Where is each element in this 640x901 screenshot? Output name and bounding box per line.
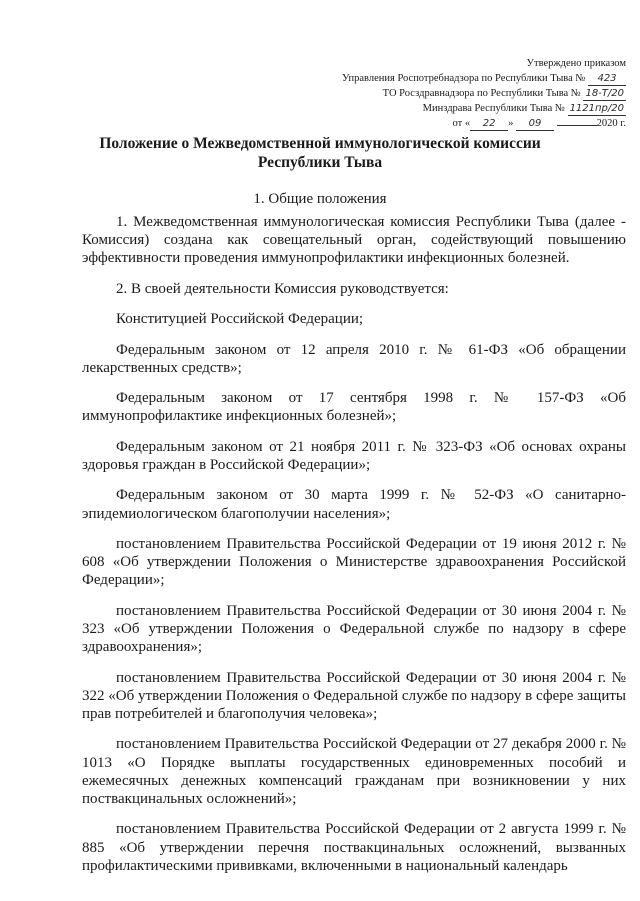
approval-heading: Утверждено приказом [526, 58, 626, 69]
approval-line-3 [206, 86, 626, 101]
paragraph-9: постановлением Правительства Российской Федерации от 30 июня 2004 г. № 323 «Об утверждении Положения о Федеральной службе по надзору в сфере здравоохранения»; [82, 602, 626, 656]
paragraph-1: 1. Межведомственная иммунологическая комиссия Республики Тыва (далее - Комиссия) создана как совещательный орган, содействующий повышению эффективности проведения иммунопрофилактики инфекционных болезней. [82, 214, 626, 267]
paragraph-6: Федеральным законом от 21 ноября 2011 г. № 323-ФЗ «Об основах охраны здоровья граждан в Российской Федерации»; [82, 438, 626, 473]
paragraph-12: постановлением Правительства Российской Федерации от 2 августа 1999 г. № 885 «Об утверждении перечня поствакцинальных осложнений, вызванных профилактическими прививками, включенными в национальный календарь [82, 821, 626, 874]
paragraph-11: постановлением Правительства Российской Федерации от 27 декабря 2000 г. № 1013 «О Порядке выплаты государственных единовременных пособий и ежемесячных денежных компенсаций гражданам при возникновении у них поствакцинальных осложнений»; [82, 736, 626, 807]
document-body [82, 213, 626, 875]
approval-roszdravnadzor: ТО Росздравнадзора по Республики Тыва № [382, 88, 581, 99]
approval-line-4 [206, 101, 626, 116]
paragraph-8: постановлением Правительства Российской Федерации от 19 июня 2012 г. № 608 «Об утверждении Положения о Министерстве здравоохранения Российской Федерации»; [82, 535, 626, 589]
approval-rospotrebnadzor-number: 423 [588, 73, 626, 86]
approval-date-prefix: от « [452, 118, 471, 129]
approval-rospotrebnadzor: Управления Роспотребнадзора по Республики Тыва № [341, 73, 586, 84]
approval-date-blank [557, 125, 597, 126]
paragraph-2: 2. В своей деятельности Комиссия руководствуется: [116, 280, 449, 297]
approval-date-mid: » [508, 118, 514, 129]
paragraph-3: Конституцией Российской Федерации; [116, 311, 364, 328]
approval-minzdrav-number: 1121пр/20 [569, 103, 624, 114]
approval-roszdravnadzor-number: 18-Т/20 [585, 88, 624, 99]
paragraph-7: Федеральным законом от 30 марта 1999 г. № 52-ФЗ «О санитарно-эпидемиологическом благополучии населения»; [82, 487, 626, 522]
approval-line-5 [206, 116, 626, 131]
approval-line-2 [206, 71, 626, 86]
paragraph-10: постановлением Правительства Российской Федерации от 30 июня 2004 г. № 322 «Об утверждении Положения о Федеральной службе по надзору в сфере защиты прав потребителей и благополучия человека»; [82, 669, 626, 722]
section-heading: 1. Общие положения [253, 191, 387, 207]
paragraph-4: Федеральным законом от 12 апреля 2010 г. № 61-ФЗ «Об обращении лекарственных средств»; [82, 341, 626, 376]
document-title-line-1: Положение о Межведомственной иммунологической комиссии [99, 135, 541, 152]
document-title-line-2: Республики Тыва [257, 154, 383, 171]
paragraph-5: Федеральным законом от 17 сентября 1998 г. № 157-ФЗ «Об иммунопрофилактике инфекционных болезней»; [82, 390, 626, 425]
approval-date-day: 22 [470, 118, 508, 131]
approval-block [206, 56, 626, 131]
document-title [60, 134, 580, 172]
approval-date-month: 09 [516, 118, 554, 131]
approval-line-1 [206, 56, 626, 71]
approval-minzdrav: Минздрава Республики Тыва № [422, 103, 565, 114]
approval-date-year: 2020 г. [596, 118, 626, 129]
